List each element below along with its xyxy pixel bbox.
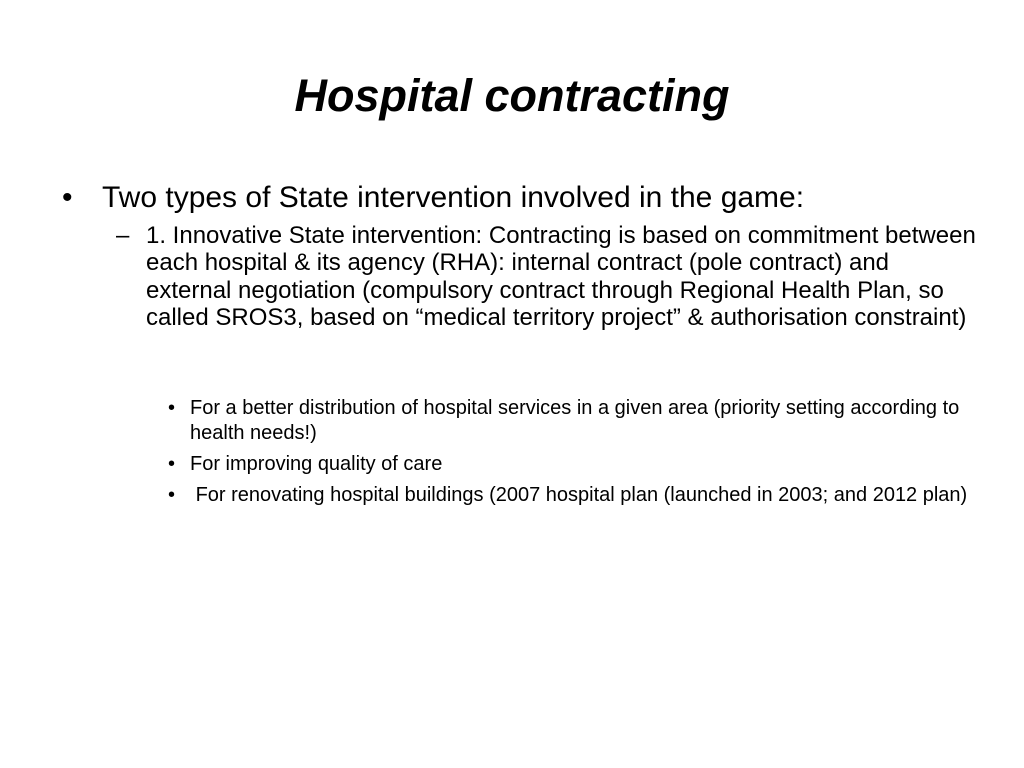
dash-marker: – <box>116 222 130 249</box>
bullet-marker: • <box>168 484 176 506</box>
list-item <box>168 452 968 477</box>
list-item <box>168 396 968 446</box>
list-item-text: For improving quality of care <box>190 453 443 475</box>
bullet-text: Two types of State intervention involved in the game: <box>102 181 805 214</box>
bullet-marker: • <box>62 181 73 214</box>
bullet-marker: • <box>168 397 176 419</box>
bullet-level-1 <box>62 180 962 216</box>
bullet-level-3-list <box>168 396 968 514</box>
sub-bullet-text: 1. Innovative State intervention: Contracting is based on commitment between each hospital & its agency (RHA): internal contract (pole contract) and external negotiation (compulsory contract through Regional Health Plan, so called SROS3, based on “medical territory project” & authorisation constraint) <box>146 222 976 332</box>
slide-title: Hospital contracting <box>294 70 730 121</box>
bullet-level-2 <box>116 222 976 332</box>
list-item-text: For renovating hospital buildings (2007 hospital plan (launched in 2003; and 2012 plan) <box>190 484 968 506</box>
list-item-text: For a better distribution of hospital services in a given area (priority setting according to health needs!) <box>190 397 960 444</box>
bullet-marker: • <box>168 453 176 475</box>
list-item <box>168 483 968 508</box>
